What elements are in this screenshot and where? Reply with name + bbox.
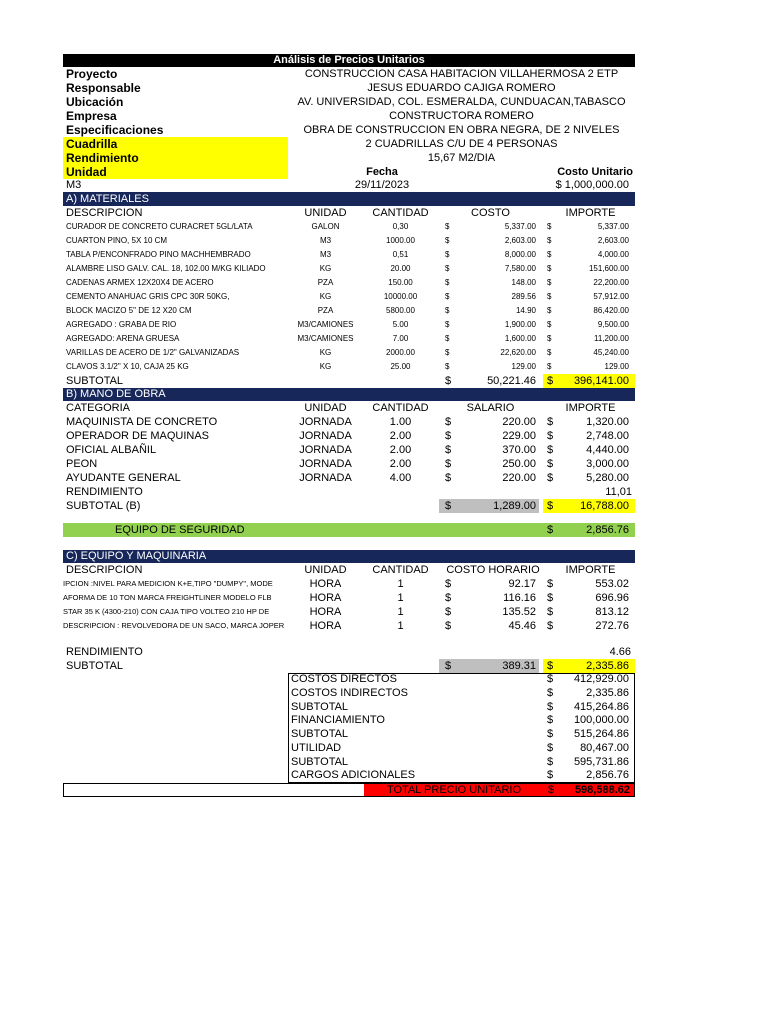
row-descripcion: ALAMBRE LISO GALV. CAL. 18, 102.00 M/KG KILIADO: [66, 264, 266, 273]
subtotal-label: SUBTOTAL: [66, 375, 124, 387]
table-row: [63, 248, 635, 262]
section-mano-obra-header: [63, 388, 635, 401]
rendimiento-label: RENDIMIENTO: [66, 486, 143, 498]
row-importe: 45,240.00: [593, 348, 629, 357]
subtotal-label: SUBTOTAL: [66, 660, 124, 672]
row-costo: 14.90: [515, 306, 536, 315]
col-header-cantidad: CANTIDAD: [372, 402, 429, 414]
currency-symbol: $: [445, 430, 452, 442]
currency-symbol: $: [547, 673, 554, 685]
col-header-descripcion: DESCRIPCION: [66, 564, 143, 576]
currency-symbol: $: [547, 416, 554, 428]
table-row: [63, 591, 635, 605]
currency-symbol: $: [547, 430, 554, 442]
currency-symbol: $: [547, 375, 554, 387]
row-unidad: JORNADA: [299, 416, 352, 428]
row-cantidad: 2000.00: [386, 348, 415, 357]
row-importe: 5,337.00: [597, 222, 629, 231]
summary-table: [288, 673, 635, 783]
subtotal-salario: 1,289.00: [493, 500, 536, 512]
rendimiento-value: 4.66: [609, 646, 631, 658]
subtotal-importe: 396,141.00: [573, 375, 629, 387]
row-costo-horario: 92.17: [508, 578, 536, 590]
unit-header-costo: Costo Unitario: [557, 166, 633, 178]
header-label: Responsable: [66, 81, 141, 95]
section-title: B) MANO DE OBRA: [66, 388, 166, 400]
summary-value: 2,856.76: [586, 769, 629, 782]
row-descripcion: TABLA P/ENCONFRADO PINO MACHHEMBRADO: [66, 250, 251, 259]
row-costo: 8,000.00: [504, 250, 536, 259]
currency-symbol: $: [547, 524, 554, 536]
currency-symbol: $: [547, 472, 554, 484]
row-cantidad: 2.00: [389, 458, 412, 470]
table-row: [63, 262, 635, 276]
currency-symbol: $: [547, 306, 552, 315]
row-cantidad: 4.00: [389, 472, 412, 484]
row-costo: 148.00: [511, 278, 536, 287]
table-row: [63, 290, 635, 304]
row-cantidad: 20.00: [390, 264, 411, 273]
unit-value: M3: [66, 179, 82, 191]
section-title: A) MATERIALES: [66, 193, 149, 205]
header-row-responsable: [63, 81, 635, 95]
table-row: [63, 605, 635, 619]
row-descripcion: CUARTON PINO, 5X 10 CM: [66, 236, 168, 245]
currency-symbol: $: [445, 416, 452, 428]
header-label: Rendimiento: [63, 151, 288, 165]
row-importe: 129.00: [604, 362, 629, 371]
total-row: [63, 783, 635, 797]
mano-obra-column-headers: [63, 401, 635, 415]
subtotal-importe: 16,788.00: [580, 500, 629, 512]
row-unidad: HORA: [309, 578, 342, 590]
mano-obra-subtotal-row: [63, 499, 635, 513]
price-analysis-sheet: [63, 54, 635, 797]
header-value: CONSTRUCTORA ROMERO: [389, 110, 534, 122]
spacer: [63, 537, 635, 550]
row-cantidad: 0,30: [392, 222, 409, 231]
header-value: JESUS EDUARDO CAJIGA ROMERO: [367, 82, 556, 94]
summary-row: [288, 687, 635, 701]
row-descripcion: STAR 35 K (4300-210) CON CAJA TIPO VOLTEO 210 HP DE: [63, 607, 270, 616]
row-importe: 4,440.00: [586, 444, 629, 456]
summary-row: [288, 714, 635, 728]
unit-header-row: [63, 165, 635, 179]
spacer: [63, 633, 635, 645]
row-cantidad: 2.00: [389, 444, 412, 456]
row-unidad: KG: [319, 348, 332, 357]
total-label: TOTAL PRECIO UNITARIO: [386, 784, 522, 796]
row-costo: 1,900.00: [504, 320, 536, 329]
row-cantidad: 1: [397, 592, 404, 604]
row-cantidad: 5800.00: [386, 306, 415, 315]
row-cantidad: 1: [397, 620, 404, 632]
currency-symbol: $: [547, 578, 554, 590]
table-row: [63, 619, 635, 633]
row-salario: 229.00: [502, 430, 536, 442]
currency-symbol: $: [547, 769, 554, 782]
row-costo: 5,337.00: [504, 222, 536, 231]
currency-symbol: $: [547, 714, 554, 727]
row-importe: 9,500.00: [597, 320, 629, 329]
row-costo: 2,603.00: [504, 236, 536, 245]
row-importe: 2,603.00: [597, 236, 629, 245]
subtotal-costo: 50,221.46: [487, 375, 536, 387]
row-importe: 5,280.00: [586, 472, 629, 484]
currency-symbol: $: [548, 784, 555, 796]
row-importe: 22,200.00: [593, 278, 629, 287]
header-label: Ubicación: [66, 95, 124, 109]
currency-symbol: $: [547, 334, 552, 343]
row-unidad: M3/CAMIONES: [297, 320, 354, 329]
row-costo: 129.00: [511, 362, 536, 371]
total-value: 598,588.62: [574, 784, 630, 796]
row-descripcion: BLOCK MACIZO 5" DE 12 X20 CM: [66, 306, 192, 315]
table-row: [63, 332, 635, 346]
summary-label: SUBTOTAL: [291, 700, 349, 713]
col-header-descripcion: DESCRIPCION: [66, 207, 143, 219]
row-unidad: JORNADA: [299, 472, 352, 484]
seguridad-value: 2,856.76: [586, 524, 629, 536]
row-cantidad: 150.00: [388, 278, 413, 287]
row-cantidad: 1.00: [389, 416, 412, 428]
currency-symbol: $: [547, 236, 552, 245]
currency-symbol: $: [547, 606, 554, 618]
col-header-unidad: UNIDAD: [304, 402, 347, 414]
summary-box: [63, 673, 635, 797]
row-descripcion: CADENAS ARMEX 12X20X4 DE ACERO: [66, 278, 214, 287]
section-title: C) EQUIPO Y MAQUINARIA: [66, 550, 207, 562]
row-importe: 813.12: [595, 606, 629, 618]
row-costo: 7,580.00: [504, 264, 536, 273]
col-header-unidad: UNIDAD: [304, 207, 347, 219]
summary-value: 2,335.86: [586, 686, 629, 699]
row-descripcion: CEMENTO ANAHUAC GRIS CPC 30R 50KG,: [66, 292, 230, 301]
rendimiento-value: 11,01: [605, 486, 632, 498]
header-value: 15,67 M2/DIA: [427, 152, 496, 164]
table-row: [63, 429, 635, 443]
equipo-column-headers: [63, 563, 635, 577]
currency-symbol: $: [445, 292, 450, 301]
table-row: [63, 220, 635, 234]
currency-symbol: $: [445, 320, 450, 329]
row-unidad: JORNADA: [299, 444, 352, 456]
row-costo: 289.56: [511, 292, 536, 301]
row-unidad: KG: [319, 292, 332, 301]
row-descripcion: AGREGADO : GRABA DE RIO: [66, 320, 177, 329]
currency-symbol: $: [445, 306, 450, 315]
currency-symbol: $: [445, 458, 452, 470]
summary-label: COSTOS INDIRECTOS: [291, 686, 408, 699]
unit-value-row: [63, 179, 635, 192]
row-descripcion: DESCRIPCION : REVOLVEDORA DE UN SACO, MARCA JOPER: [63, 621, 285, 630]
currency-symbol: $: [445, 500, 452, 512]
table-row: [63, 443, 635, 457]
row-descripcion: AFORMA DE 10 TON MARCA FREIGHTLINER MODELO FLB: [63, 593, 272, 602]
currency-symbol: $: [445, 620, 452, 632]
row-salario: 220.00: [502, 472, 536, 484]
summary-row: [288, 673, 635, 687]
currency-symbol: $: [445, 250, 450, 259]
currency-symbol: $: [445, 236, 450, 245]
row-unidad: PZA: [317, 278, 334, 287]
col-header-cantidad: CANTIDAD: [372, 207, 429, 219]
row-cantidad: 2.00: [389, 430, 412, 442]
table-row: [63, 234, 635, 248]
currency-symbol: $: [547, 458, 554, 470]
row-importe: 1,320.00: [586, 416, 629, 428]
equipo-rendimiento-row: [63, 645, 635, 659]
summary-value: 412,929.00: [573, 673, 629, 685]
currency-symbol: $: [547, 500, 554, 512]
summary-label: UTILIDAD: [291, 741, 342, 754]
equipo-table: [63, 577, 635, 633]
col-header-importe: IMPORTE: [565, 207, 616, 219]
row-unidad: JORNADA: [299, 458, 352, 470]
col-header-unidad: UNIDAD: [304, 564, 347, 576]
row-importe: 86,420.00: [593, 306, 629, 315]
mano-obra-rendimiento-row: [63, 485, 635, 499]
row-importe: 57,912.00: [593, 292, 629, 301]
row-cantidad: 1000.00: [386, 236, 415, 245]
row-importe: 3,000.00: [586, 458, 629, 470]
mano-obra-table: [63, 415, 635, 485]
row-importe: 696.96: [595, 592, 629, 604]
row-categoria: PEON: [66, 458, 98, 470]
currency-symbol: $: [547, 755, 554, 768]
subtotal-label: SUBTOTAL (B): [66, 500, 141, 512]
header-value: OBRA DE CONSTRUCCION EN OBRA NEGRA, DE 2 NIVELES: [303, 124, 620, 136]
currency-symbol: $: [547, 250, 552, 259]
currency-symbol: $: [547, 362, 552, 371]
summary-value: 415,264.86: [573, 700, 629, 713]
row-cantidad: 1: [397, 578, 404, 590]
currency-symbol: $: [547, 292, 552, 301]
table-row: [63, 415, 635, 429]
row-descripcion: CURADOR DE CONCRETO CURACRET 5GL/LATA: [66, 222, 253, 231]
row-descripcion: CLAVOS 3.1/2" X 10, CAJA 25 KG: [66, 362, 189, 371]
col-header-categoria: CATEGORIA: [66, 402, 130, 414]
seguridad-label: EQUIPO DE SEGURIDAD: [115, 524, 245, 536]
header-row-cuadrilla: [63, 137, 635, 151]
summary-label: SUBTOTAL: [291, 728, 349, 740]
currency-symbol: $: [445, 660, 452, 672]
row-importe: 553.02: [595, 578, 629, 590]
header-info: [63, 67, 635, 165]
header-label: Proyecto: [66, 67, 118, 81]
rendimiento-label: RENDIMIENTO: [66, 646, 143, 658]
row-descripcion: VARILLAS DE ACERO DE 1/2" GALVANIZADAS: [66, 348, 240, 357]
table-row: [63, 457, 635, 471]
summary-label: COSTOS DIRECTOS: [291, 673, 397, 685]
row-unidad: KG: [319, 362, 332, 371]
subtotal-costo: 389.31: [502, 660, 536, 672]
currency-symbol: $: [547, 348, 552, 357]
header-row-especificaciones: [63, 123, 635, 137]
row-cantidad: 0,51: [392, 250, 409, 259]
row-costo: 22,620.00: [500, 348, 536, 357]
currency-symbol: $: [547, 686, 554, 699]
row-unidad: M3: [319, 250, 332, 259]
currency-symbol: $: [547, 700, 554, 713]
row-categoria: AYUDANTE GENERAL: [66, 472, 181, 484]
equipo-subtotal-row: [63, 659, 635, 673]
summary-value: 595,731.86: [573, 755, 629, 768]
currency-symbol: $: [445, 592, 452, 604]
currency-symbol: $: [445, 444, 452, 456]
summary-value: 515,264.86: [573, 728, 629, 740]
row-cantidad: 10000.00: [383, 292, 418, 301]
summary-row: [288, 701, 635, 715]
header-row-proyecto: [63, 67, 635, 81]
table-row: [63, 304, 635, 318]
currency-symbol: $: [547, 728, 554, 740]
currency-symbol: $: [547, 660, 554, 672]
row-unidad: M3: [319, 236, 332, 245]
header-row-empresa: [63, 109, 635, 123]
row-unidad: PZA: [317, 306, 334, 315]
currency-symbol: $: [547, 741, 554, 754]
row-salario: 370.00: [502, 444, 536, 456]
summary-label: FINANCIAMIENTO: [291, 714, 385, 727]
currency-symbol: $: [547, 444, 554, 456]
col-header-costo-horario: COSTO HORARIO: [446, 564, 540, 576]
title-text: Análisis de Precios Unitarios: [273, 54, 425, 66]
row-salario: 220.00: [502, 416, 536, 428]
summary-value: 80,467.00: [580, 741, 629, 754]
row-unidad: GALON: [311, 222, 340, 231]
row-cantidad: 25.00: [390, 362, 411, 371]
table-row: [63, 276, 635, 290]
date-value: 29/11/2023: [354, 179, 410, 191]
row-categoria: OPERADOR DE MAQUINAS: [66, 430, 210, 442]
header-label: Especificaciones: [66, 123, 164, 137]
currency-symbol: $: [445, 334, 450, 343]
materiales-column-headers: [63, 206, 635, 220]
spacer: [63, 513, 635, 523]
row-descripcion: AGREGADO: ARENA GRUESA: [66, 334, 180, 343]
row-cantidad: 5.00: [392, 320, 409, 329]
header-row-ubicacion: [63, 95, 635, 109]
summary-row: [288, 742, 635, 756]
row-unidad: HORA: [309, 620, 342, 632]
currency-symbol: $: [445, 362, 450, 371]
unit-cost-value: $ 1,000,000.00: [555, 179, 629, 191]
row-costo-horario: 116.16: [503, 592, 536, 604]
currency-symbol: $: [547, 592, 554, 604]
section-materiales-header: [63, 192, 635, 206]
header-value: AV. UNIVERSIDAD, COL. ESMERALDA, CUNDUACAN,TABASCO: [297, 96, 626, 108]
currency-symbol: $: [445, 264, 450, 273]
summary-label: SUBTOTAL: [291, 755, 349, 768]
header-value: CONSTRUCCION CASA HABITACION VILLAHERMOSA 2 ETP: [304, 68, 619, 80]
materiales-subtotal-row: [63, 374, 635, 388]
seguridad-row: [63, 523, 635, 537]
table-row: [63, 360, 635, 374]
row-importe: 11,200.00: [594, 334, 629, 343]
row-importe: 272.76: [595, 620, 629, 632]
row-importe: 151,600.00: [588, 264, 629, 273]
row-unidad: JORNADA: [299, 430, 352, 442]
table-row: [63, 577, 635, 591]
summary-row: [288, 756, 635, 770]
summary-row: [288, 728, 635, 742]
table-row: [63, 346, 635, 360]
currency-symbol: $: [547, 278, 552, 287]
row-categoria: MAQUINISTA DE CONCRETO: [66, 416, 218, 428]
row-unidad: HORA: [309, 606, 342, 618]
currency-symbol: $: [445, 606, 452, 618]
col-header-importe: IMPORTE: [565, 564, 616, 576]
row-cantidad: 1: [397, 606, 404, 618]
materiales-table: [63, 220, 635, 374]
row-importe: 4,000.00: [597, 250, 629, 259]
currency-symbol: $: [547, 222, 552, 231]
row-unidad: HORA: [309, 592, 342, 604]
row-cantidad: 7.00: [392, 334, 409, 343]
row-costo-horario: 135.52: [502, 606, 536, 618]
section-equipo-header: [63, 550, 635, 563]
currency-symbol: $: [445, 348, 450, 357]
header-row-rendimiento: [63, 151, 635, 165]
currency-symbol: $: [547, 264, 552, 273]
currency-symbol: $: [445, 222, 450, 231]
row-importe: 2,748.00: [586, 430, 629, 442]
header-label: Empresa: [66, 109, 117, 123]
unit-header-fecha: Fecha: [366, 166, 398, 178]
currency-symbol: $: [445, 578, 452, 590]
table-row: [63, 471, 635, 485]
row-unidad: M3/CAMIONES: [297, 334, 354, 343]
header-label: Cuadrilla: [63, 137, 288, 151]
currency-symbol: $: [445, 375, 452, 387]
col-header-salario: SALARIO: [466, 402, 515, 414]
summary-row: [288, 769, 635, 783]
table-row: [63, 318, 635, 332]
subtotal-importe: 2,335.86: [586, 660, 629, 672]
summary-label: CARGOS ADICIONALES: [291, 769, 416, 782]
unit-header-unidad: Unidad: [63, 165, 288, 179]
summary-value: 100,000.00: [573, 714, 629, 727]
row-unidad: KG: [319, 264, 332, 273]
row-salario: 250.00: [502, 458, 536, 470]
currency-symbol: $: [547, 320, 552, 329]
currency-symbol: $: [547, 620, 554, 632]
row-categoria: OFICIAL ALBAÑIL: [66, 444, 157, 456]
col-header-cantidad: CANTIDAD: [372, 564, 429, 576]
currency-symbol: $: [445, 472, 452, 484]
col-header-importe: IMPORTE: [565, 402, 616, 414]
row-costo: 1,600.00: [504, 334, 536, 343]
currency-symbol: $: [445, 278, 450, 287]
sheet-title: [63, 54, 635, 67]
row-descripcion: IPCION :NIVEL PARA MEDICION K+E,TIPO "DUMPY", MODE: [63, 579, 273, 588]
col-header-costo: COSTO: [471, 207, 510, 219]
header-value: 2 CUADRILLAS C/U DE 4 PERSONAS: [365, 138, 558, 150]
row-costo-horario: 45.46: [508, 620, 536, 632]
